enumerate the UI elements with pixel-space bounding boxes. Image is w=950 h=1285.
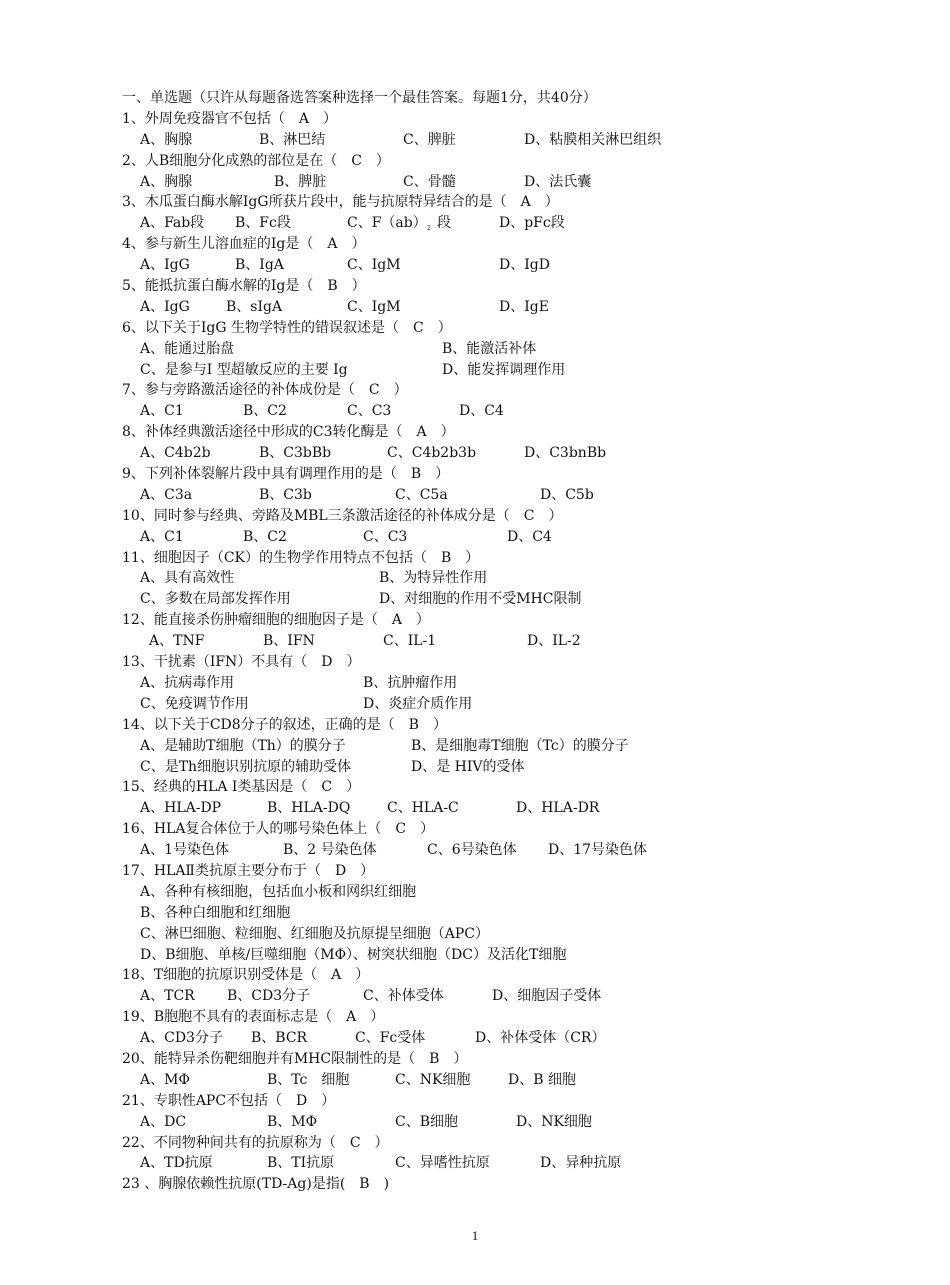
option-a: A、DC xyxy=(140,1113,187,1130)
option-d: D、B 细胞 xyxy=(508,1071,576,1088)
question-text: 5、能抵抗蛋白酶水解的Ig是（ B ） xyxy=(122,278,366,295)
option-a: A、HLA-DP xyxy=(140,800,222,817)
option-a: A、各种有核细胞，包括血小板和网织红细胞 xyxy=(140,883,417,900)
option-a: A、TNF xyxy=(149,633,205,650)
question-text: 21、专职性APC不包括（ D ） xyxy=(122,1092,336,1109)
question-14 xyxy=(122,715,722,736)
section-heading-line xyxy=(122,88,722,109)
option-17b xyxy=(122,903,722,924)
option-d: D、细胞因子受体 xyxy=(492,988,602,1005)
question-9 xyxy=(122,464,722,485)
options-20 xyxy=(122,1070,722,1091)
question-4 xyxy=(122,234,722,255)
question-text: 22、不同物种间共有的抗原称为（ C ） xyxy=(122,1134,389,1151)
question-3 xyxy=(122,192,722,213)
options-13a xyxy=(122,673,722,694)
section-heading: 一、单选题（只许从每题备选答案种选择一个最佳答案。每题1分，共40分） xyxy=(122,90,597,106)
option-c: C、NK细胞 xyxy=(395,1071,471,1088)
option-c: C、是参与I 型超敏反应的主要 Ig xyxy=(140,361,348,378)
option-d: D、pFc段 xyxy=(499,215,565,232)
options-11a xyxy=(122,568,722,589)
option-a: A、1号染色体 xyxy=(140,842,230,859)
option-d: D、能发挥调理作用 xyxy=(442,361,566,378)
options-18 xyxy=(122,986,722,1007)
option-b: B、C2 xyxy=(243,528,287,545)
option-a: A、IgG xyxy=(140,298,190,315)
option-c: C、IgM xyxy=(347,298,401,315)
options-6a xyxy=(122,339,722,360)
option-b: B、C3b xyxy=(259,486,312,503)
option-b: B、各种白细胞和红细胞 xyxy=(140,904,291,921)
question-12 xyxy=(122,610,722,631)
option-c: C、IgM xyxy=(347,257,401,274)
options-13b xyxy=(122,694,722,715)
question-text: 2、人B细胞分化成熟的部位是在（ C ） xyxy=(122,152,390,169)
option-d: D、C4 xyxy=(459,403,504,420)
options-15 xyxy=(122,798,722,819)
option-b: B、IgA xyxy=(235,257,284,274)
option-c: C、C4b2b3b xyxy=(387,445,477,462)
options-3 xyxy=(122,213,722,234)
option-b: B、IFN xyxy=(263,633,315,650)
options-7 xyxy=(122,401,722,422)
options-6b xyxy=(122,360,722,381)
question-2 xyxy=(122,151,722,172)
option-b: B、脾脏 xyxy=(274,173,327,190)
option-17a xyxy=(122,882,722,903)
option-d: D、NK细胞 xyxy=(516,1113,592,1130)
option-a: A、胸腺 xyxy=(140,131,193,148)
options-19 xyxy=(122,1028,722,1049)
option-c: C、补体受体 xyxy=(363,988,444,1005)
option-c: C、F（ab） xyxy=(347,215,427,232)
option-d: D、IgE xyxy=(499,298,549,315)
option-17d xyxy=(122,945,722,966)
option-d: D、IL-2 xyxy=(527,633,581,650)
options-21 xyxy=(122,1112,722,1133)
option-a: A、CD3分子 xyxy=(140,1030,223,1047)
option-a: A、Fab段 xyxy=(140,215,205,232)
option-d: D、HLA-DR xyxy=(516,800,600,817)
options-11b xyxy=(122,589,722,610)
option-a: A、IgG xyxy=(140,257,190,274)
question-list xyxy=(122,88,722,1195)
option-d: D、法氏囊 xyxy=(524,173,592,190)
option-a: A、MΦ xyxy=(140,1071,190,1088)
question-text: 16、HLA复合体位于人的哪号染色体上（ C ） xyxy=(122,821,435,838)
option-b: B、抗肿瘤作用 xyxy=(363,674,458,691)
option-a: A、C4b2b xyxy=(140,445,211,462)
options-22 xyxy=(122,1153,722,1174)
option-a: A、是辅助T细胞（Th）的膜分子 xyxy=(140,737,346,754)
options-2 xyxy=(122,172,722,193)
option-b: B、淋巴结 xyxy=(259,131,326,148)
options-1 xyxy=(122,130,722,151)
option-d: D、是 HIV的受体 xyxy=(411,758,525,775)
option-c: C、是Th细胞识别抗原的辅助受体 xyxy=(140,758,352,775)
option-b: B、Fc段 xyxy=(235,215,291,232)
option-c: C、6号染色体 xyxy=(427,842,517,859)
option-b: B、2 号染色体 xyxy=(283,842,377,859)
question-1 xyxy=(122,109,722,130)
question-6 xyxy=(122,318,722,339)
options-10 xyxy=(122,527,722,548)
option-d: D、C3bnBb xyxy=(524,445,607,462)
option-d: D、炎症介质作用 xyxy=(363,695,473,712)
option-c: C、C3 xyxy=(347,403,392,420)
option-a: A、TCR xyxy=(140,988,195,1005)
option-a: A、TD抗原 xyxy=(140,1155,213,1172)
option-d: D、17号染色体 xyxy=(548,842,648,859)
question-11 xyxy=(122,548,722,569)
options-14a xyxy=(122,736,722,757)
option-d: D、异种抗原 xyxy=(540,1155,622,1172)
question-text: 13、干扰素（IFN）不具有（ D ） xyxy=(122,654,361,671)
option-b: B、HLA-DQ xyxy=(267,800,351,817)
options-4 xyxy=(122,255,722,276)
question-22 xyxy=(122,1133,722,1154)
option-b: B、能激活补体 xyxy=(442,340,537,357)
question-text: 4、参与新生儿溶血症的Ig是（ A ） xyxy=(122,236,366,253)
option-b: B、MΦ xyxy=(267,1113,318,1130)
option-d: D、对细胞的作用不受MHC限制 xyxy=(379,591,582,608)
option-b: B、Tc 细胞 xyxy=(267,1071,350,1088)
option-c: C、异嗜性抗原 xyxy=(395,1155,490,1172)
option-c: C、HLA-C xyxy=(387,800,459,817)
option-c: C、Fc受体 xyxy=(355,1030,426,1047)
question-19 xyxy=(122,1007,722,1028)
options-8 xyxy=(122,443,722,464)
question-16 xyxy=(122,819,722,840)
subscript: 2 xyxy=(427,225,431,233)
option-a: A、C1 xyxy=(140,403,184,420)
option-b: B、C3bBb xyxy=(259,445,332,462)
option-a: A、C3a xyxy=(140,486,193,503)
question-text: 7、参与旁路激活途径的补体成份是（ C ） xyxy=(122,382,408,399)
question-text: 8、补体经典激活途径中形成的C3转化酶是（ A ） xyxy=(122,424,455,441)
question-text: 18、T细胞的抗原识别受体是（ A ） xyxy=(122,967,370,984)
question-text: 9、下列补体裂解片段中具有调理作用的是（ B ） xyxy=(122,466,450,483)
option-a: A、C1 xyxy=(140,528,184,545)
question-13 xyxy=(122,652,722,673)
option-b: B、BCR xyxy=(251,1030,308,1047)
question-text: 6、以下关于IgG 生物学特性的错误叙述是（ C ） xyxy=(122,319,452,336)
option-d: D、C5b xyxy=(540,486,594,503)
question-18 xyxy=(122,965,722,986)
option-c: C、淋巴细胞、粒细胞、红细胞及抗原提呈细胞（APC） xyxy=(140,925,489,942)
option-c: C、IL-1 xyxy=(383,633,437,650)
question-21 xyxy=(122,1091,722,1112)
option-d: D、粘膜相关淋巴组织 xyxy=(524,131,662,148)
question-text: 14、以下关于CD8分子的叙述，正确的是（ B ） xyxy=(122,716,447,733)
question-20 xyxy=(122,1049,722,1070)
question-text: 11、细胞因子（CK）的生物学作用特点不包括（ B ） xyxy=(122,549,480,566)
option-c: C、C3 xyxy=(363,528,408,545)
question-5 xyxy=(122,276,722,297)
option-b: B、TI抗原 xyxy=(267,1155,335,1172)
option-d: D、C4 xyxy=(507,528,552,545)
option-c: C、骨髓 xyxy=(403,173,456,190)
question-text: 10、同时参与经典、旁路及MBL三条激活途径的补体成分是（ C ） xyxy=(122,507,563,524)
options-12 xyxy=(122,631,722,652)
question-text: 3、木瓜蛋白酶水解IgG所获片段中，能与抗原特异结合的是（ A ） xyxy=(122,194,559,211)
option-d: D、补体受体（CR） xyxy=(475,1030,606,1047)
question-text: 12、能直接杀伤肿瘤细胞的细胞因子是（ A ） xyxy=(122,612,430,629)
question-text: 17、HLAⅡ类抗原主要分布于（ D ） xyxy=(122,862,375,879)
option-b: B、C2 xyxy=(243,403,287,420)
option-b: B、为特异性作用 xyxy=(379,570,488,587)
option-c: C、脾脏 xyxy=(403,131,456,148)
question-text: 1、外周免疫器官不包括（ A ） xyxy=(122,110,338,127)
question-23 xyxy=(122,1174,722,1195)
option-d: D、IgD xyxy=(499,257,550,274)
options-16 xyxy=(122,840,722,861)
question-text: 19、B胞胞不具有的表面标志是（ A ） xyxy=(122,1009,385,1026)
question-text: 23 、胸腺依赖性抗原(TD-Ag)是指( B ) xyxy=(122,1176,390,1193)
options-5 xyxy=(122,297,722,318)
question-text: 20、能特异杀伤靶细胞并有MHC限制性的是（ B ） xyxy=(122,1050,468,1067)
option-a: A、抗病毒作用 xyxy=(140,674,235,691)
options-9 xyxy=(122,485,722,506)
option-b: B、CD3分子 xyxy=(227,988,311,1005)
option-c-suffix: 段 xyxy=(437,215,451,232)
option-17c xyxy=(122,924,722,945)
page-number: 1 xyxy=(471,1228,479,1243)
option-b: B、是细胞毒T细胞（Tc）的膜分子 xyxy=(411,737,629,754)
option-d: D、B细胞、单核/巨噬细胞（MΦ）、树突状细胞（DC）及活化T细胞 xyxy=(140,946,567,963)
option-c: C、免疫调节作用 xyxy=(140,695,249,712)
question-15 xyxy=(122,777,722,798)
question-17 xyxy=(122,861,722,882)
option-c: C、B细胞 xyxy=(395,1113,458,1130)
option-b: B、sIgA xyxy=(226,298,283,315)
option-c: C、多数在局部发挥作用 xyxy=(140,591,291,608)
option-a: A、胸腺 xyxy=(140,173,193,190)
options-14b xyxy=(122,757,722,778)
option-c: C、C5a xyxy=(395,486,448,503)
question-7 xyxy=(122,380,722,401)
option-a: A、能通过胎盘 xyxy=(140,340,235,357)
option-a: A、具有高效性 xyxy=(140,570,235,587)
question-10 xyxy=(122,506,722,527)
question-8 xyxy=(122,422,722,443)
question-text: 15、经典的HLA I类基因是（ C ） xyxy=(122,779,361,796)
